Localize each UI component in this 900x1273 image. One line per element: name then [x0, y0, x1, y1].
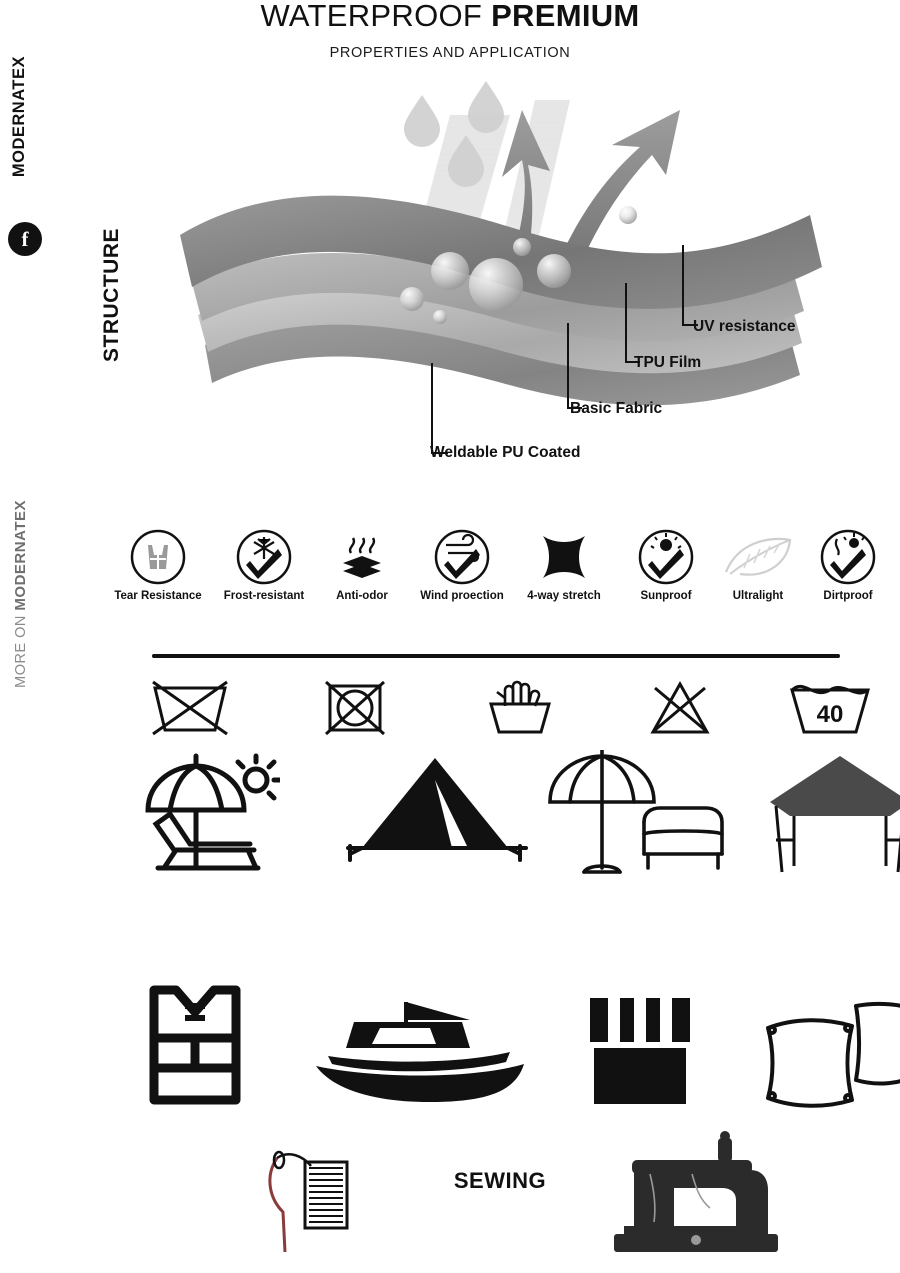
property-label: Sunproof: [640, 590, 692, 602]
page-subtitle: PROPERTIES AND APPLICATION: [329, 45, 571, 61]
brand-label-vertical: MODERNATEX: [10, 56, 28, 178]
property-sunproof: [616, 528, 716, 602]
application-boat: [310, 1000, 530, 1115]
page-title: [0, 0, 900, 34]
application-gazebo: [760, 750, 900, 885]
property-label: Dirtproof: [823, 590, 873, 602]
application-beach-lounger: [130, 750, 280, 895]
care-symbols-row: [130, 676, 870, 746]
application-tent: [340, 750, 530, 875]
page-title-bold: PREMIUM: [491, 0, 640, 33]
properties-row: [108, 528, 898, 623]
property-label: Wind proection: [420, 590, 504, 602]
application-life-vest: [130, 980, 260, 1115]
parasol-sofa-icon: [540, 750, 730, 890]
property-dirtproof: [798, 528, 898, 602]
ultralight-icon: [708, 528, 808, 586]
frost-resistant-icon: [214, 528, 314, 586]
care-do-not-wash: [130, 676, 250, 743]
property-ultralight: [708, 528, 808, 602]
wash-temperature-label: 40: [816, 701, 844, 728]
section-divider: [152, 654, 840, 658]
wash-40-icon: [784, 676, 876, 738]
property-wind-protection: [412, 528, 512, 602]
property-tear-resistance: [108, 528, 208, 602]
do-not-tumble-dry-icon: [320, 676, 390, 738]
four-way-stretch-icon: [514, 528, 614, 586]
callout-uv-resistance: UV resistance: [693, 318, 796, 335]
property-label: Ultralight: [732, 590, 784, 602]
more-on-brand: MODERNATEX: [12, 500, 29, 611]
life-vest-icon: [130, 980, 260, 1110]
dirtproof-icon: [798, 528, 898, 586]
callout-basic-fabric: Basic Fabric: [570, 400, 663, 417]
sewing-machine-icon: [600, 1130, 790, 1270]
property-label: Tear Resistance: [114, 590, 202, 602]
do-not-bleach-icon: [645, 676, 715, 738]
sewing-label: SEWING: [453, 1168, 547, 1193]
care-hand-wash: [460, 676, 580, 743]
needle-thread-icon: [255, 1140, 375, 1265]
property-label: Frost-resistant: [223, 590, 305, 602]
tear-resistance-icon: [108, 528, 208, 586]
facebook-icon[interactable]: f: [8, 222, 42, 256]
beach-lounger-icon: [130, 750, 280, 890]
property-label: 4-way stretch: [527, 590, 601, 602]
pillows-icon: [760, 1000, 900, 1110]
more-on-prefix: MORE ON: [13, 610, 29, 688]
callout-weldable-pu-coated: Weldable PU Coated: [430, 444, 581, 461]
anti-odor-icon: [312, 528, 412, 586]
property-frost-resistant: [214, 528, 314, 602]
property-anti-odor: [312, 528, 412, 602]
boat-icon: [310, 1000, 530, 1110]
property-four-way-stretch: [514, 528, 614, 602]
tent-icon: [340, 750, 530, 870]
more-on-label: [12, 500, 29, 688]
awning-icon: [580, 990, 700, 1110]
section-label-structure: STRUCTURE: [100, 228, 123, 362]
page-title-plain: WATERPROOF: [260, 0, 492, 33]
callout-tpu-film: TPU Film: [634, 354, 702, 371]
sunproof-icon: [616, 528, 716, 586]
hand-wash-icon: [483, 676, 557, 738]
gazebo-icon: [760, 750, 900, 880]
care-do-not-bleach: [620, 676, 740, 743]
care-wash-40: [770, 676, 890, 743]
application-awning: [580, 990, 700, 1115]
application-parasol-sofa: [540, 750, 730, 895]
wind-protection-icon: [412, 528, 512, 586]
structure-illustration: [150, 75, 850, 495]
care-do-not-tumble-dry: [295, 676, 415, 743]
application-pillows: [760, 1000, 900, 1115]
property-label: Anti-odor: [336, 590, 388, 602]
do-not-wash-icon: [149, 676, 231, 738]
